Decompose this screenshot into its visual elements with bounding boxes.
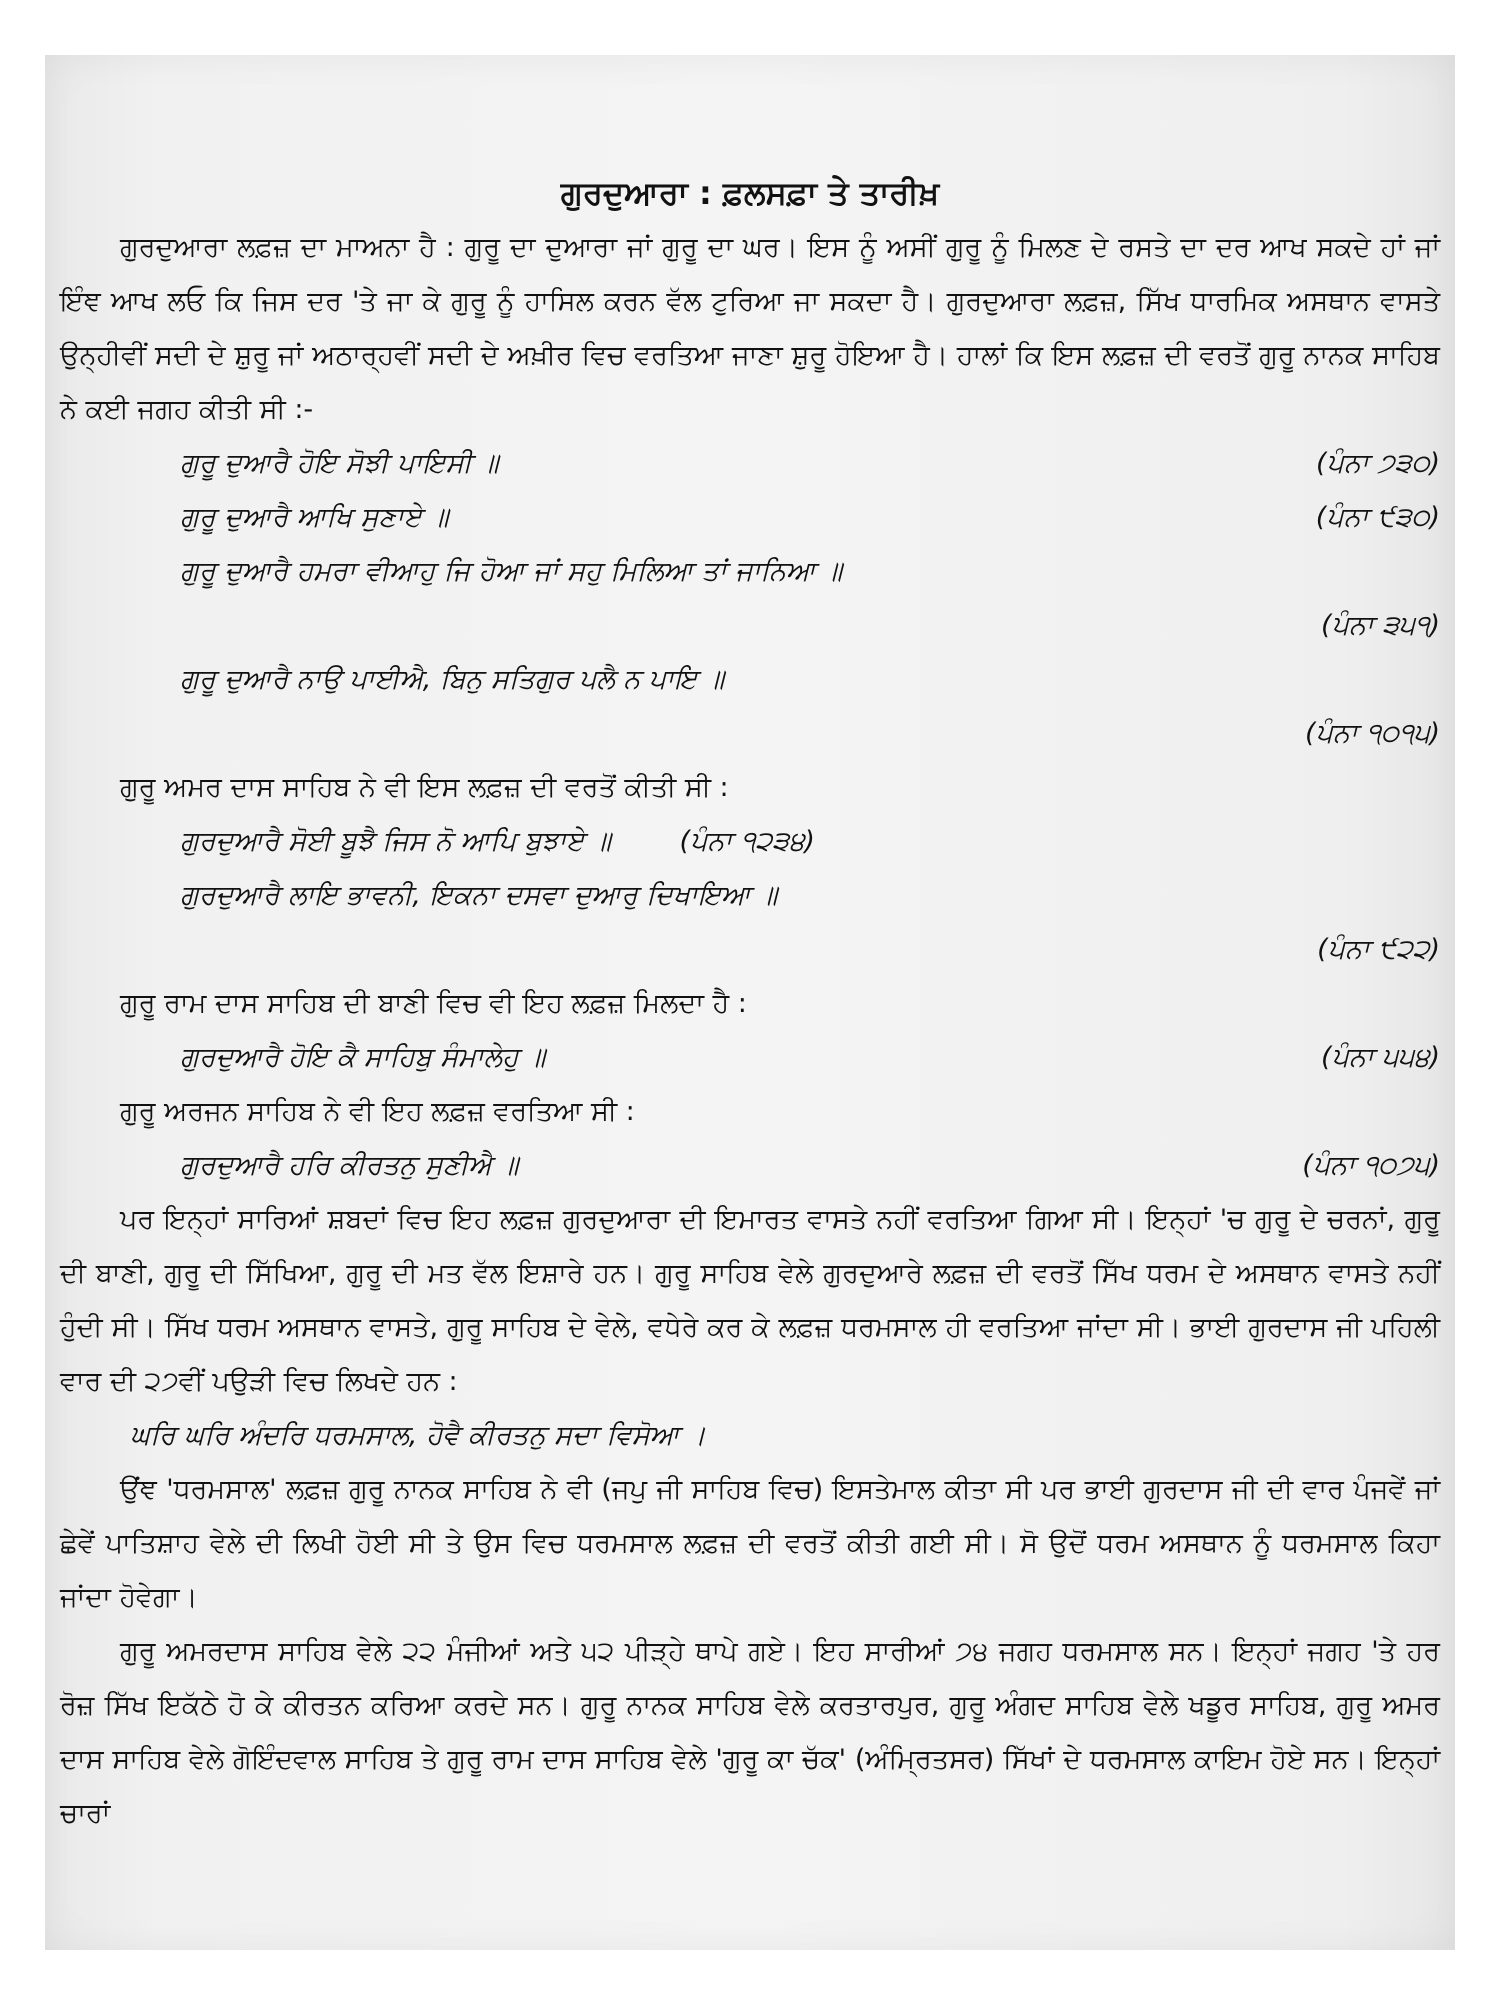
page-reference: (ਪੰਨਾ ੯੩੦) (1315, 502, 1440, 533)
paragraph-ramdas: ਗੁਰੂ ਰਾਮ ਦਾਸ ਸਾਹਿਬ ਦੀ ਬਾਣੀ ਵਿਚ ਵੀ ਇਹ ਲਫ਼ਜ਼ ਮਿਲਦਾ ਹੈ : (120, 988, 747, 1019)
quote-line (60, 1139, 1440, 1193)
quote-line (60, 1031, 1440, 1085)
page-reference: (ਪੰਨਾ ੭੩੦) (1315, 448, 1440, 479)
quote-text: ਗੁਰੂ ਦੁਆਰੈ ਨਾਉ ਪਾਈਐ, ਬਿਨੁ ਸਤਿਗੁਰ ਪਲੈ ਨ ਪਾਇ ॥ (180, 664, 725, 695)
quote-line (60, 869, 1440, 923)
quote-text: ਗੁਰੂ ਦੁਆਰੈ ਆਖਿ ਸੁਣਾਏ ॥ (180, 502, 449, 533)
quote-text: ਗੁਰਦੁਆਰੈ ਹਰਿ ਕੀਰਤਨੁ ਸੁਣੀਐ ॥ (180, 1150, 519, 1181)
quote-text: ਗੁਰੂ ਦੁਆਰੈ ਹੋਇ ਸੋਝੀ ਪਾਇਸੀ ॥ (180, 448, 499, 479)
page-reference: (ਪੰਨਾ ੩੫੧) (1320, 610, 1440, 641)
quote-line (60, 815, 1440, 869)
paragraph-manjis: ਗੁਰੂ ਅਮਰਦਾਸ ਸਾਹਿਬ ਵੇਲੇ ੨੨ ਮੰਜੀਆਂ ਅਤੇ ੫੨ ਪੀੜ੍ਹੇ ਥਾਪੇ ਗਏ। ਇਹ ਸਾਰੀਆਂ ੭੪ ਜਗਹ ਧਰਮਸਾਲ ਸਨ। ਇਨ੍ਹਾਂ ਜਗਹ 'ਤੇ ਹਰ ਰੋਜ਼ ਸਿੱਖ ਇਕੱਠੇ ਹੋ ਕੇ ਕੀਰਤਨ ਕਰਿਆ ਕਰਦੇ ਸਨ। ਗੁਰੂ ਨਾਨਕ ਸਾਹਿਬ ਵੇਲੇ ਕਰਤਾਰਪੁਰ, ਗੁਰੂ ਅੰਗਦ ਸਾਹਿਬ ਵੇਲੇ ਖਡੂਰ ਸਾਹਿਬ, ਗੁਰੂ ਅਮਰ ਦਾਸ ਸਾਹਿਬ ਵੇਲੇ ਗੋਇੰਦਵਾਲ ਸਾਹਿਬ ਤੇ ਗੁਰੂ ਰਾਮ ਦਾਸ ਸਾਹਿਬ ਵੇਲੇ 'ਗੁਰੂ ਕਾ ਚੱਕ' (ਅੰਮ੍ਰਿਤਸਰ) ਸਿੱਖਾਂ ਦੇ ਧਰਮਸਾਲ ਕਾਇਮ ਹੋਏ ਸਨ। ਇਨ੍ਹਾਂ ਚਾਰਾਂ (60, 1636, 1440, 1829)
quote-text: ਗੁਰੂ ਦੁਆਰੈ ਹਮਰਾ ਵੀਆਹੁ ਜਿ ਹੋਆ ਜਾਂ ਸਹੁ ਮਿਲਿਆ ਤਾਂ ਜਾਨਿਆ ॥ (180, 556, 843, 587)
quote-line (60, 491, 1440, 545)
page-reference: (ਪੰਨਾ ੫੫੪) (1320, 1042, 1440, 1073)
quote-line (60, 1409, 1440, 1463)
quote-text: ਗੁਰਦੁਆਰੈ ਸੋਈ ਬੂਝੈ ਜਿਸ ਨੋ ਆਪਿ ਬੁਝਾਏ ॥ (180, 826, 611, 857)
page-title: ਗੁਰਦੁਆਰਾ : ਫ਼ਲਸਫ਼ਾ ਤੇ ਤਾਰੀਖ਼ (560, 174, 940, 212)
quote-text: ਗੁਰਦੁਆਰੈ ਹੋਇ ਕੈ ਸਾਹਿਬੁ ਸੰਮਾਲੇਹੁ ॥ (180, 1042, 546, 1073)
book-page (45, 55, 1455, 1950)
page-reference: (ਪੰਨਾ ੯੨੨) (1317, 934, 1440, 965)
page-reference: (ਪੰਨਾ ੧੦੧੫) (1304, 718, 1440, 749)
quote-text: ਗੁਰਦੁਆਰੈ ਲਾਇ ਭਾਵਨੀ, ਇਕਨਾ ਦਸਵਾ ਦੁਆਰੁ ਦਿਖਾਇਆ ॥ (180, 880, 778, 911)
quote-line (60, 653, 1440, 707)
page-reference: (ਪੰਨਾ ੧੦੭੫) (1302, 1150, 1440, 1181)
quote-line (60, 437, 1440, 491)
quote-text: ਘਰਿ ਘਰਿ ਅੰਦਰਿ ਧਰਮਸਾਲ, ਹੋਵੈ ਕੀਰਤਨੁ ਸਦਾ ਵਿਸੋਆ । (130, 1420, 706, 1451)
paragraph-arjan: ਗੁਰੂ ਅਰਜਨ ਸਾਹਿਬ ਨੇ ਵੀ ਇਹ ਲਫ਼ਜ਼ ਵਰਤਿਆ ਸੀ : (120, 1096, 635, 1127)
page-content (60, 165, 1440, 1841)
quote-line (60, 545, 1440, 599)
page-reference: (ਪੰਨਾ ੧੨੩੪) (679, 826, 815, 857)
paragraph-intro: ਗੁਰਦੁਆਰਾ ਲਫ਼ਜ਼ ਦਾ ਮਾਅਨਾ ਹੈ : ਗੁਰੂ ਦਾ ਦੁਆਰਾ ਜਾਂ ਗੁਰੂ ਦਾ ਘਰ। ਇਸ ਨੂੰ ਅਸੀਂ ਗੁਰੂ ਨੂੰ ਮਿਲਣ ਦੇ ਰਸਤੇ ਦਾ ਦਰ ਆਖ ਸਕਦੇ ਹਾਂ ਜਾਂ ਇੰਞ ਆਖ ਲਓ ਕਿ ਜਿਸ ਦਰ 'ਤੇ ਜਾ ਕੇ ਗੁਰੂ ਨੂੰ ਹਾਸਿਲ ਕਰਨ ਵੱਲ ਟੁਰਿਆ ਜਾ ਸਕਦਾ ਹੈ। ਗੁਰਦੁਆਰਾ ਲਫ਼ਜ਼, ਸਿੱਖ ਧਾਰਮਿਕ ਅਸਥਾਨ ਵਾਸਤੇ ਉਨ੍ਹੀਵੀਂ ਸਦੀ ਦੇ ਸ਼ੁਰੂ ਜਾਂ ਅਠਾਰ੍ਹਵੀਂ ਸਦੀ ਦੇ ਅਖ਼ੀਰ ਵਿਚ ਵਰਤਿਆ ਜਾਣਾ ਸ਼ੁਰੂ ਹੋਇਆ ਹੈ। ਹਾਲਾਂ ਕਿ ਇਸ ਲਫ਼ਜ਼ ਦੀ ਵਰਤੋਂ ਗੁਰੂ ਨਾਨਕ ਸਾਹਿਬ ਨੇ ਕਈ ਜਗਹ ਕੀਤੀ ਸੀ :- (60, 232, 1440, 425)
paragraph-dharamsal: ਪਰ ਇਨ੍ਹਾਂ ਸਾਰਿਆਂ ਸ਼ਬਦਾਂ ਵਿਚ ਇਹ ਲਫ਼ਜ਼ ਗੁਰਦੁਆਰਾ ਦੀ ਇਮਾਰਤ ਵਾਸਤੇ ਨਹੀਂ ਵਰਤਿਆ ਗਿਆ ਸੀ। ਇਨ੍ਹਾਂ 'ਚ ਗੁਰੂ ਦੇ ਚਰਨਾਂ, ਗੁਰੂ ਦੀ ਬਾਣੀ, ਗੁਰੂ ਦੀ ਸਿੱਖਿਆ, ਗੁਰੂ ਦੀ ਮਤ ਵੱਲ ਇਸ਼ਾਰੇ ਹਨ। ਗੁਰੂ ਸਾਹਿਬ ਵੇਲੇ ਗੁਰਦੁਆਰੇ ਲਫ਼ਜ਼ ਦੀ ਵਰਤੋਂ ਸਿੱਖ ਧਰਮ ਦੇ ਅਸਥਾਨ ਵਾਸਤੇ ਨਹੀਂ ਹੁੰਦੀ ਸੀ। ਸਿੱਖ ਧਰਮ ਅਸਥਾਨ ਵਾਸਤੇ, ਗੁਰੂ ਸਾਹਿਬ ਦੇ ਵੇਲੇ, ਵਧੇਰੇ ਕਰ ਕੇ ਲਫ਼ਜ਼ ਧਰਮਸਾਲ ਹੀ ਵਰਤਿਆ ਜਾਂਦਾ ਸੀ। ਭਾਈ ਗੁਰਦਾਸ ਜੀ ਪਹਿਲੀ ਵਾਰ ਦੀ ੨੭ਵੀਂ ਪਉੜੀ ਵਿਚ ਲਿਖਦੇ ਹਨ : (60, 1204, 1440, 1397)
paragraph-amardas: ਗੁਰੂ ਅਮਰ ਦਾਸ ਸਾਹਿਬ ਨੇ ਵੀ ਇਸ ਲਫ਼ਜ਼ ਦੀ ਵਰਤੋਂ ਕੀਤੀ ਸੀ : (120, 772, 729, 803)
paragraph-japji: ਉਂਞ 'ਧਰਮਸਾਲ' ਲਫ਼ਜ਼ ਗੁਰੂ ਨਾਨਕ ਸਾਹਿਬ ਨੇ ਵੀ (ਜਪੁ ਜੀ ਸਾਹਿਬ ਵਿਚ) ਇਸਤੇਮਾਲ ਕੀਤਾ ਸੀ ਪਰ ਭਾਈ ਗੁਰਦਾਸ ਜੀ ਦੀ ਵਾਰ ਪੰਜਵੇਂ ਜਾਂ ਛੇਵੇਂ ਪਾਤਿਸ਼ਾਹ ਵੇਲੇ ਦੀ ਲਿਖੀ ਹੋਈ ਸੀ ਤੇ ਉਸ ਵਿਚ ਧਰਮਸਾਲ ਲਫ਼ਜ਼ ਦੀ ਵਰਤੋਂ ਕੀਤੀ ਗਈ ਸੀ। ਸੋ ਉਦੋਂ ਧਰਮ ਅਸਥਾਨ ਨੂੰ ਧਰਮਸਾਲ ਕਿਹਾ ਜਾਂਦਾ ਹੋਵੇਗਾ। (60, 1474, 1440, 1613)
